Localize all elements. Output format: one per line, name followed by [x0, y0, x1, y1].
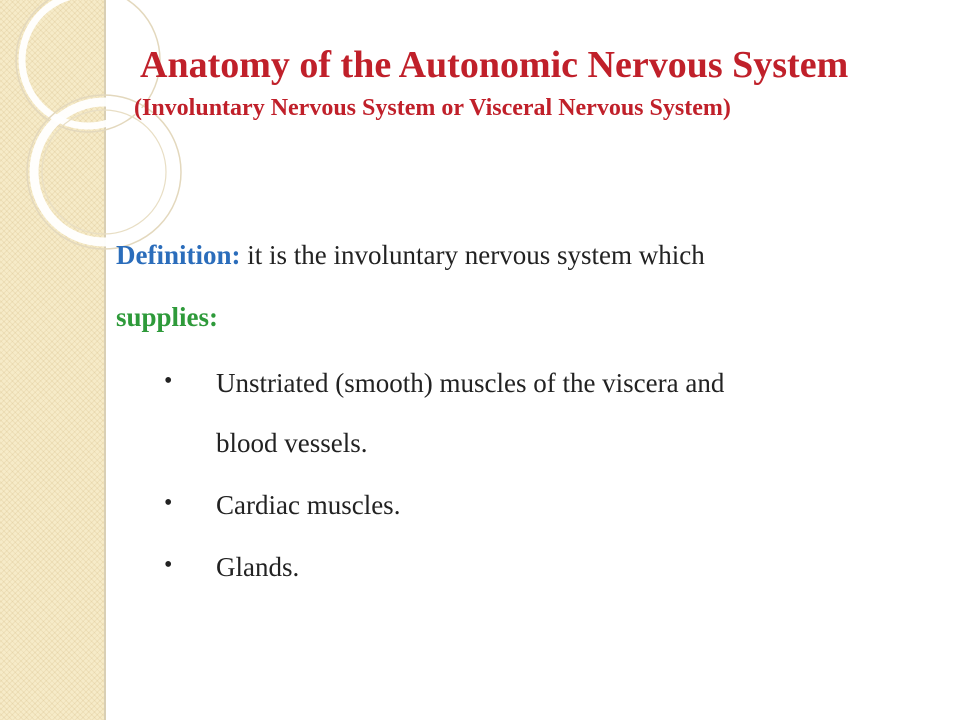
bullet-item-1-line-2: blood vessels. — [216, 428, 368, 458]
definition-line — [116, 236, 705, 274]
bullet-marker: • — [164, 490, 173, 516]
bullet-marker: • — [164, 368, 173, 394]
bullet-item-3: Glands. — [216, 552, 300, 582]
slide-title: Anatomy of the Autonomic Nervous System — [140, 44, 849, 86]
decorative-rings — [0, 0, 200, 260]
slide-subtitle: (Involuntary Nervous System or Visceral Nervous System) — [134, 95, 731, 121]
bullet-item-2: Cardiac muscles. — [216, 490, 401, 520]
supplies-label: supplies: — [116, 302, 219, 332]
definition-text: it is the involuntary nervous system which — [247, 240, 705, 270]
bullet-marker: • — [164, 552, 173, 578]
definition-label: Definition: — [116, 240, 241, 270]
bullet-item-1-line-1: Unstriated (smooth) muscles of the viscera and — [216, 368, 725, 398]
